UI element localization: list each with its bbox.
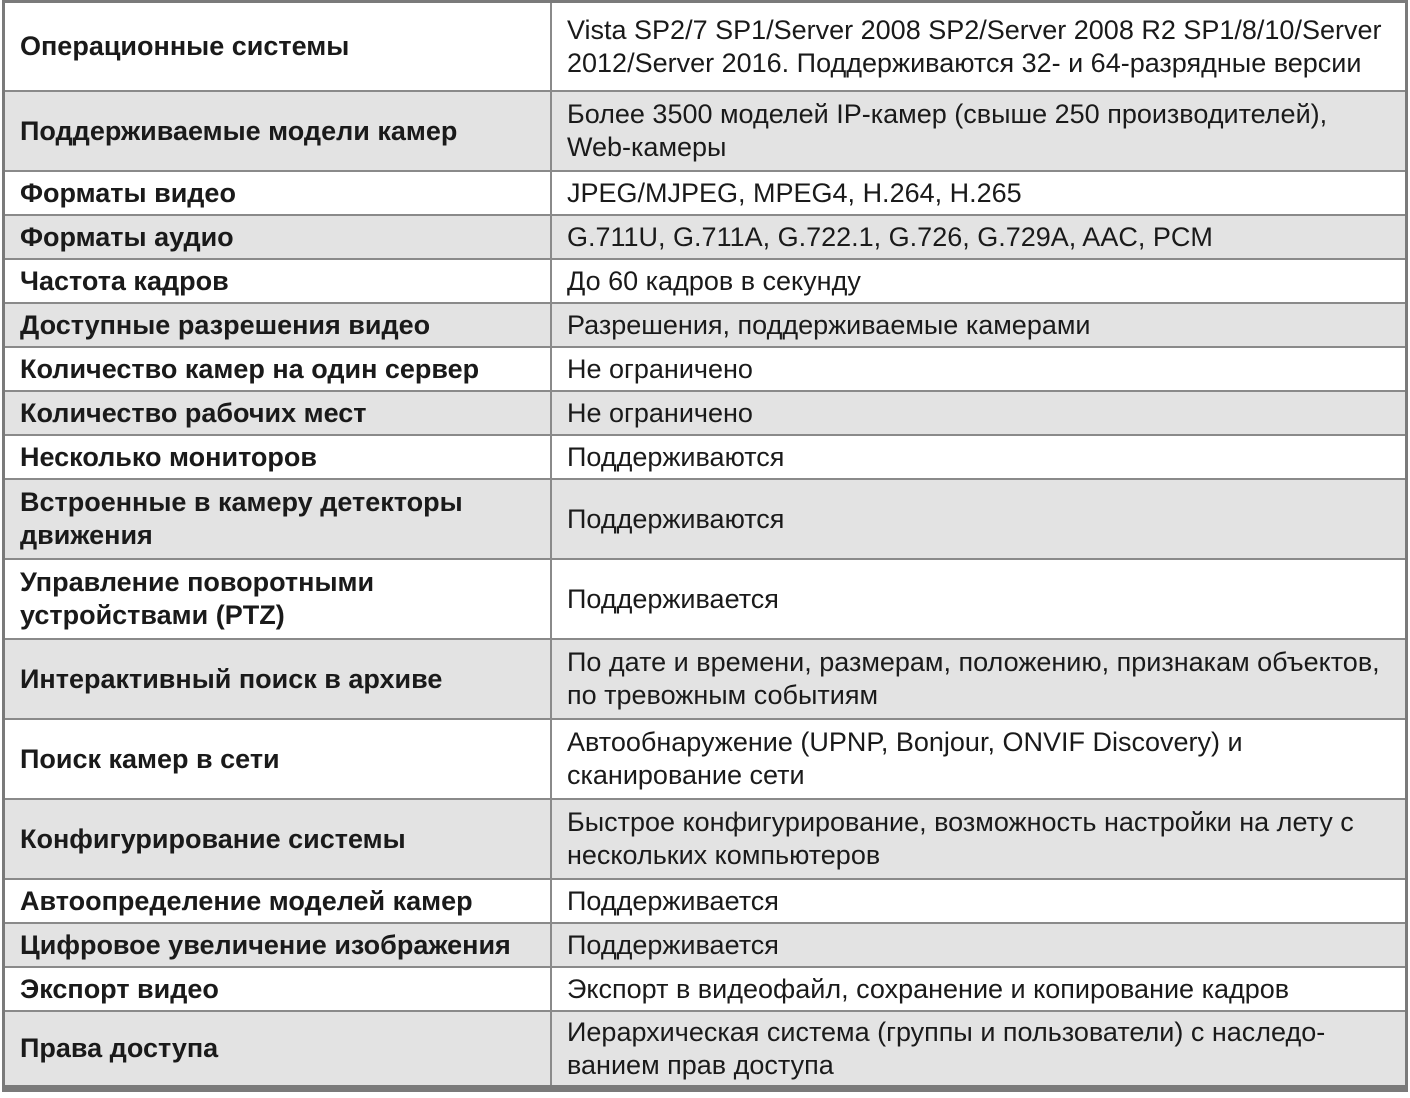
- row-value: До 60 кадров в секунду: [551, 259, 1405, 303]
- table-row: [5, 259, 1405, 303]
- row-label: Частота кадров: [5, 259, 551, 303]
- table-row: [5, 3, 1405, 91]
- row-label: Управление поворотными устройствами (PTZ): [5, 559, 551, 639]
- table-row: [5, 967, 1405, 1011]
- spec-table: [5, 3, 1405, 1085]
- row-label: Конфигурирование системы: [5, 799, 551, 879]
- table-row: [5, 171, 1405, 215]
- table-row: [5, 215, 1405, 259]
- table-row: [5, 639, 1405, 719]
- row-value: Поддерживается: [551, 879, 1405, 923]
- row-value: Поддерживаются: [551, 435, 1405, 479]
- row-label: Форматы аудио: [5, 215, 551, 259]
- table-row: [5, 303, 1405, 347]
- row-value: G.711U, G.711A, G.722.1, G.726, G.729A, AAC, PCM: [551, 215, 1405, 259]
- row-value: Поддерживается: [551, 559, 1405, 639]
- table-row: [5, 391, 1405, 435]
- row-value: Vista SP2/7 SP1/Server 2008 SP2/Server 2008 R2 SP1/8/10/Server 2012/Server 2016. Поддерживаются 32- и 64-разрядные версии: [551, 3, 1405, 91]
- table-row: [5, 799, 1405, 879]
- row-label: Права доступа: [5, 1011, 551, 1085]
- row-label: Экспорт видео: [5, 967, 551, 1011]
- row-label: Количество камер на один сервер: [5, 347, 551, 391]
- row-label: Поиск камер в сети: [5, 719, 551, 799]
- table-row: [5, 91, 1405, 171]
- row-label: Форматы видео: [5, 171, 551, 215]
- row-label: Встроенные в камеру детекторы движения: [5, 479, 551, 559]
- row-label: Операционные системы: [5, 3, 551, 91]
- row-value: JPEG/MJPEG, MPEG4, H.264, H.265: [551, 171, 1405, 215]
- row-value: По дате и времени, размерам, положению, признакам объектов, по тревожным событиям: [551, 639, 1405, 719]
- row-value: Экспорт в видеофайл, сохранение и копирование кадров: [551, 967, 1405, 1011]
- table-row: [5, 347, 1405, 391]
- row-value: Более 3500 моделей IP-камер (свыше 250 производителей), Web-камеры: [551, 91, 1405, 171]
- row-value: Автообнаружение (UPNP, Bonjour, ONVIF Discovery) и сканирование сети: [551, 719, 1405, 799]
- row-label: Интерактивный поиск в архиве: [5, 639, 551, 719]
- row-value: Поддерживаются: [551, 479, 1405, 559]
- row-label: Цифровое увеличение изображения: [5, 923, 551, 967]
- table-row: [5, 1011, 1405, 1085]
- table-row: [5, 435, 1405, 479]
- table-row: [5, 479, 1405, 559]
- table-row: [5, 559, 1405, 639]
- row-value: Быстрое конфигурирование, возможность настройки на лету с нескольких компьютеров: [551, 799, 1405, 879]
- table-row: [5, 879, 1405, 923]
- row-label: Количество рабочих мест: [5, 391, 551, 435]
- row-value: Поддерживается: [551, 923, 1405, 967]
- row-value: Разрешения, поддерживаемые камерами: [551, 303, 1405, 347]
- row-value: Не ограничено: [551, 347, 1405, 391]
- row-label: Несколько мониторов: [5, 435, 551, 479]
- row-label: Автоопределение моделей камер: [5, 879, 551, 923]
- row-value: Иерархическая система (группы и пользователи) с наследо-ванием прав доступа: [551, 1011, 1405, 1085]
- table-row: [5, 719, 1405, 799]
- row-label: Поддерживаемые модели камер: [5, 91, 551, 171]
- table-row: [5, 923, 1405, 967]
- row-label: Доступные разрешения видео: [5, 303, 551, 347]
- row-value: Не ограничено: [551, 391, 1405, 435]
- spec-table-frame: [2, 0, 1408, 1092]
